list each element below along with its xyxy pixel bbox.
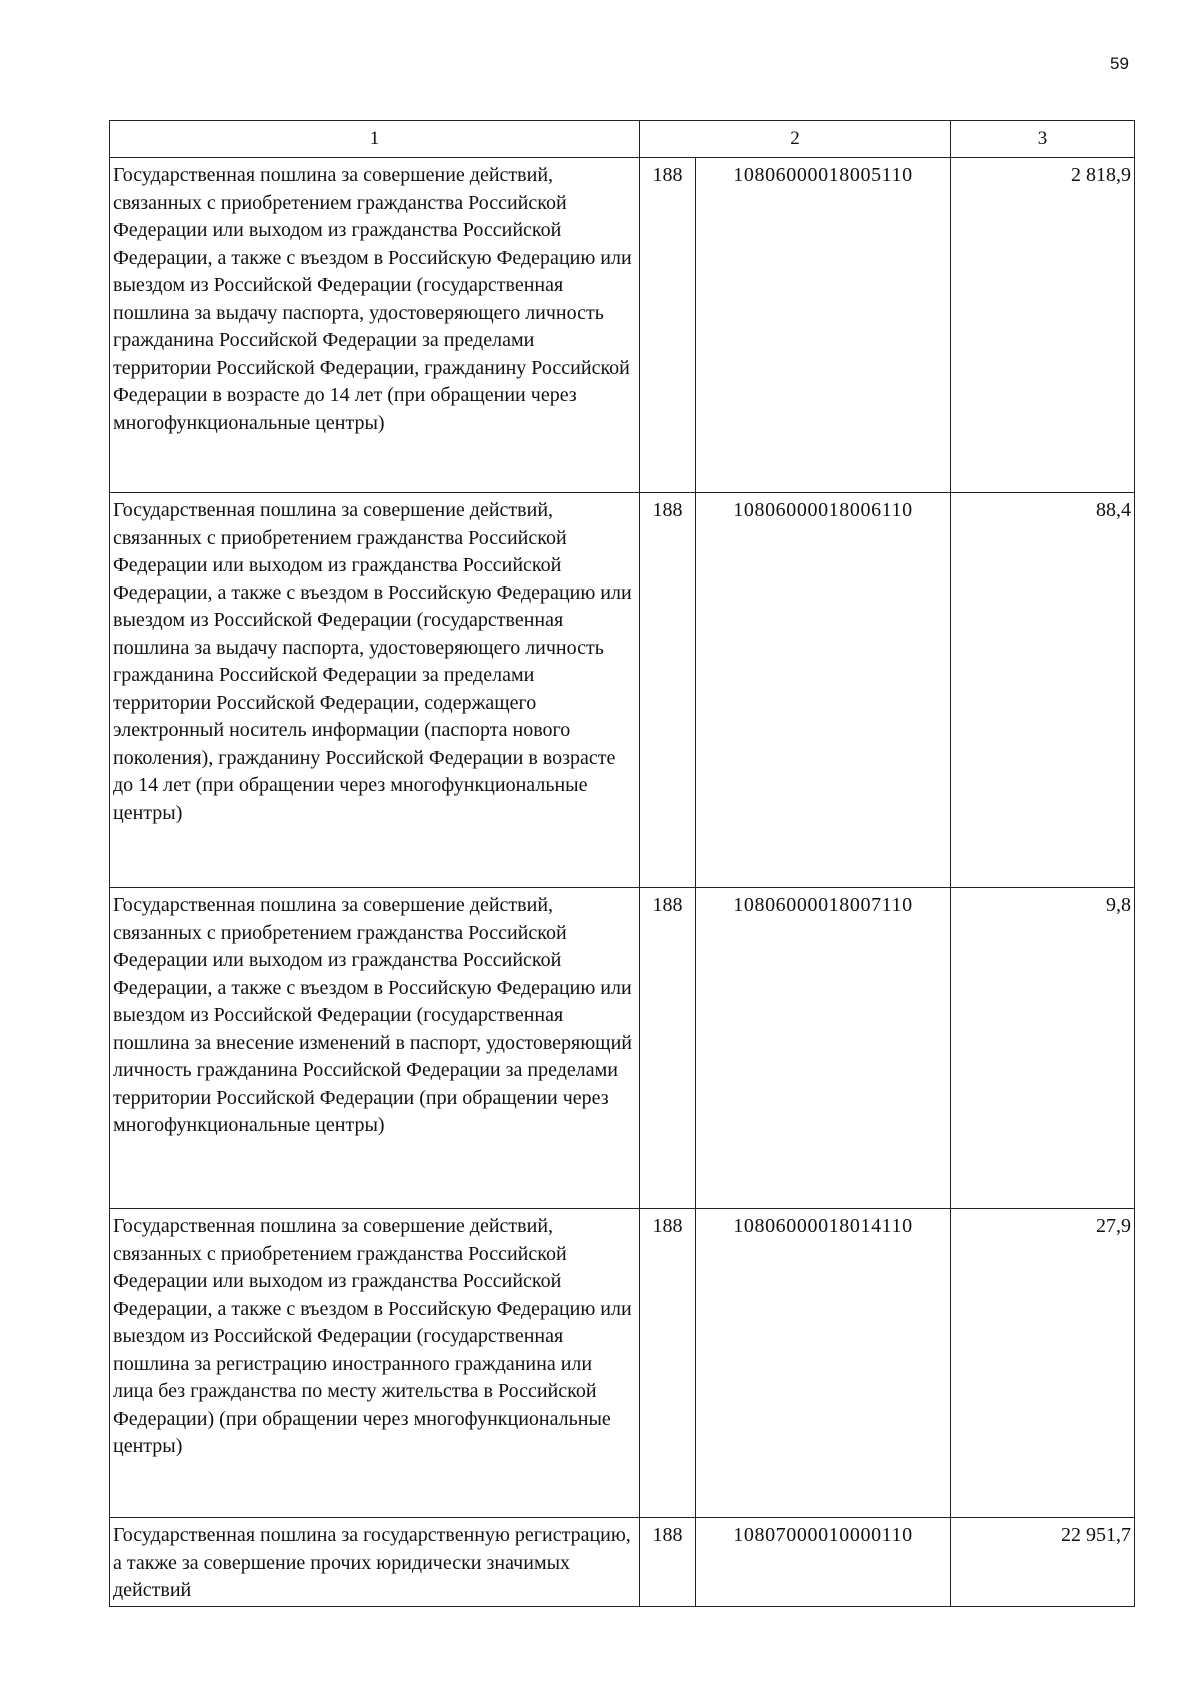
row-admin-code: 188: [640, 158, 696, 493]
table-row: [110, 1518, 1135, 1607]
row-admin-code: 188: [640, 888, 696, 1209]
row-amount: 2 818,9: [951, 158, 1135, 493]
page-number: 59: [1110, 54, 1129, 73]
row-budget-code: 10806000018014110: [696, 1209, 951, 1518]
row-amount: 88,4: [951, 493, 1135, 888]
row-budget-code: 10806000018006110: [696, 493, 951, 888]
row-amount: 27,9: [951, 1209, 1135, 1518]
table-row: [110, 493, 1135, 888]
header-col-2: 2: [640, 121, 951, 158]
table-header-row: [110, 121, 1135, 158]
row-description: Государственная пошлина за государственную регистрацию, а также за совершение прочих юридически значимых действий: [110, 1518, 640, 1607]
table-row: [110, 1209, 1135, 1518]
row-amount: 22 951,7: [951, 1518, 1135, 1607]
row-budget-code: 10806000018007110: [696, 888, 951, 1209]
table-row: [110, 158, 1135, 493]
row-admin-code: 188: [640, 493, 696, 888]
row-description: Государственная пошлина за совершение действий, связанных с приобретением гражданства Российской Федерации или выходом из гражданства Российской Федерации, а также с въездом в Российскую Федерацию или выездом из Российской Федерации (государственная пошлина за внесение изменений в паспорт, удостоверяющий личность гражданина Российской Федерации за пределами территории Российской Федерации (при обращении через многофункциональные центры): [110, 888, 640, 1209]
row-admin-code: 188: [640, 1209, 696, 1518]
row-description: Государственная пошлина за совершение действий, связанных с приобретением гражданства Российской Федерации или выходом из гражданства Российской Федерации, а также с въездом в Российскую Федерацию или выездом из Российской Федерации (государственная пошлина за регистрацию иностранного гражданина или лица без гражданства по месту жительства в Российской Федерации) (при обращении через многофункциональные центры): [110, 1209, 640, 1518]
row-description: Государственная пошлина за совершение действий, связанных с приобретением гражданства Российской Федерации или выходом из гражданства Российской Федерации, а также с въездом в Российскую Федерацию или выездом из Российской Федерации (государственная пошлина за выдачу паспорта, удостоверяющего личность гражданина Российской Федерации за пределами территории Российской Федерации, содержащего электронный носитель информации (паспорта нового поколения), гражданину Российской Федерации в возрасте до 14 лет (при обращении через многофункциональные центры): [110, 493, 640, 888]
table-row: [110, 888, 1135, 1209]
row-budget-code: 10806000018005110: [696, 158, 951, 493]
header-col-1: 1: [110, 121, 640, 158]
row-description: Государственная пошлина за совершение действий, связанных с приобретением гражданства Российской Федерации или выходом из гражданства Российской Федерации, а также с въездом в Российскую Федерацию или выездом из Российской Федерации (государственная пошлина за выдачу паспорта, удостоверяющего личность гражданина Российской Федерации за пределами территории Российской Федерации, гражданину Российской Федерации в возрасте до 14 лет (при обращении через многофункциональные центры): [110, 158, 640, 493]
revenue-table: [109, 120, 1135, 1607]
row-amount: 9,8: [951, 888, 1135, 1209]
row-budget-code: 10807000010000110: [696, 1518, 951, 1607]
header-col-3: 3: [951, 121, 1135, 158]
row-admin-code: 188: [640, 1518, 696, 1607]
